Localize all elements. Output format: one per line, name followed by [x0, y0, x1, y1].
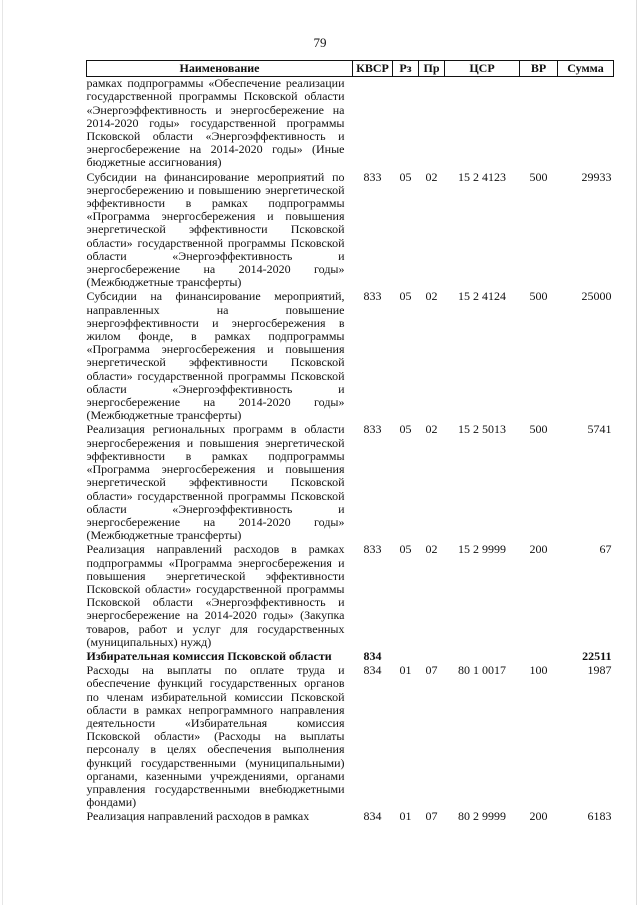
row-pr: [419, 650, 445, 664]
row-name: Субсидии на финансирование мероприятий, направленных на повышение энергоэффективности и энергосбережения в жилом фонде, в рамках подпрограммы «Программа энергосбережения и повышения энергетической эффективности Псковской области» государственной программы Псковской области «Энергоэффективность и энергосбережение на 2014-2020 годы» (Межбюджетные трансферты): [86, 289, 345, 423]
row-rz: 01: [399, 809, 412, 824]
row-name: Субсидии на финансирование мероприятий по энергосбережению и повышению энергетической эффективности в рамках подпрограммы «Программа энергосбережения и повышения энергетической эффективности Псковской области» государственной программы Псковской области «Энергоэффективность и энергосбережение на 2014-2020 годы» (Межбюджетные трансферты): [86, 169, 345, 290]
scan-edge-right: [636, 0, 637, 905]
row-vr: 500: [529, 169, 548, 184]
row-rz: 05: [399, 289, 412, 304]
row-csr: [445, 650, 520, 664]
header-csr: ЦСР: [445, 61, 520, 77]
table-row: [87, 171, 614, 291]
row-sum: 6183: [587, 809, 612, 824]
header-rz: Рз: [393, 61, 419, 77]
table-row: [87, 77, 614, 171]
row-vr: [520, 77, 558, 171]
header-name: Наименование: [87, 61, 353, 77]
table-row-section: [87, 650, 614, 664]
row-kvsr: 833: [363, 289, 382, 304]
row-rz: [393, 77, 419, 171]
row-pr: 02: [425, 169, 438, 184]
row-csr: 80 1 0017: [458, 663, 506, 678]
header-sum: Сумма: [558, 61, 614, 77]
row-vr: 500: [529, 422, 548, 437]
row-kvsr: 833: [363, 169, 382, 184]
row-sum: [558, 77, 614, 171]
header-vr: ВР: [520, 61, 558, 77]
row-kvsr: [353, 77, 393, 171]
row-rz: 01: [399, 663, 412, 678]
table-row: [87, 810, 614, 824]
budget-table: [86, 60, 614, 825]
row-sum: 29933: [581, 169, 612, 184]
scan-edge-left: [2, 0, 3, 905]
table-row: [87, 664, 614, 810]
row-vr: 100: [529, 663, 548, 678]
row-csr: 15 2 9999: [458, 542, 506, 557]
row-csr: 15 2 5013: [458, 422, 506, 437]
row-rz: 05: [399, 422, 412, 437]
row-csr: [445, 77, 520, 171]
row-name: Избирательная комиссия Псковской области: [86, 648, 332, 663]
header-pr: Пр: [419, 61, 445, 77]
table-row: [87, 290, 614, 423]
row-vr: 200: [529, 809, 548, 824]
table-row: [87, 543, 614, 650]
row-vr: 200: [529, 542, 548, 557]
row-name: Реализация региональных программ в области энергосбережения и повышения энергетической эффективности в рамках подпрограммы «Программа энергосбережения и повышения энергетической эффективности Псковской области» государственной программы Псковской области «Энергоэффективность и энергосбережение на 2014-2020 годы» (Межбюджетные трансферты): [86, 422, 345, 543]
row-sum: 67: [599, 542, 612, 557]
row-pr: [419, 77, 445, 171]
row-kvsr: 834: [363, 648, 382, 663]
page-number: 79: [313, 35, 327, 50]
row-kvsr: 834: [363, 809, 382, 824]
row-csr: 80 2 9999: [458, 809, 506, 824]
row-sum: 22511: [582, 648, 612, 663]
row-sum: 5741: [587, 422, 612, 437]
table-body: [87, 77, 614, 825]
row-pr: 02: [425, 289, 438, 304]
row-rz: 05: [399, 169, 412, 184]
header-kvsr: КВСР: [353, 61, 393, 77]
table-header: [87, 61, 614, 77]
row-csr: 15 2 4123: [458, 169, 506, 184]
row-pr: 07: [425, 663, 438, 678]
row-pr: 07: [425, 809, 438, 824]
row-name: Расходы на выплаты по оплате труда и обеспечение функций государственных органов по членам избирательной комиссии Псковской области в рамках непрограммного направления деятельности «Избирательная комиссия Псковской области» (Расходы на выплаты персоналу в целях обеспечения выполнения функций государственными (муниципальными) органами, казенными учреждениями, органами управления государственными внебюджетными фондами): [86, 663, 345, 810]
row-kvsr: 833: [363, 542, 382, 557]
row-csr: 15 2 4124: [458, 289, 506, 304]
row-name: рамках подпрограммы «Обеспечение реализации государственной программы Псковской области «Энергоэффективность и энергосбережение на 2014-2020 годы» государственной программы Псковской области «Энергоэффективность и энергосбережение на 2014-2020 годы» (Иные бюджетные ассигнования): [86, 76, 345, 170]
row-sum: 25000: [581, 289, 612, 304]
row-sum: 1987: [587, 663, 612, 678]
row-kvsr: 833: [363, 422, 382, 437]
row-name: Реализация направлений расходов в рамках: [86, 809, 310, 824]
row-vr: [520, 650, 558, 664]
table-row: [87, 423, 614, 543]
row-rz: [393, 650, 419, 664]
row-kvsr: 834: [363, 663, 382, 678]
row-pr: 02: [425, 422, 438, 437]
row-rz: 05: [399, 542, 412, 557]
row-vr: 500: [529, 289, 548, 304]
row-pr: 02: [425, 542, 438, 557]
row-name: Реализация направлений расходов в рамках подпрограммы «Программа энергосбережения и повышения энергетической эффективности Псковской области» государственной программы Псковской области «Энергоэффективность и энергосбережение на 2014-2020 годы» (Закупка товаров, работ и услуг для государственных (муниципальных) нужд): [86, 542, 345, 649]
